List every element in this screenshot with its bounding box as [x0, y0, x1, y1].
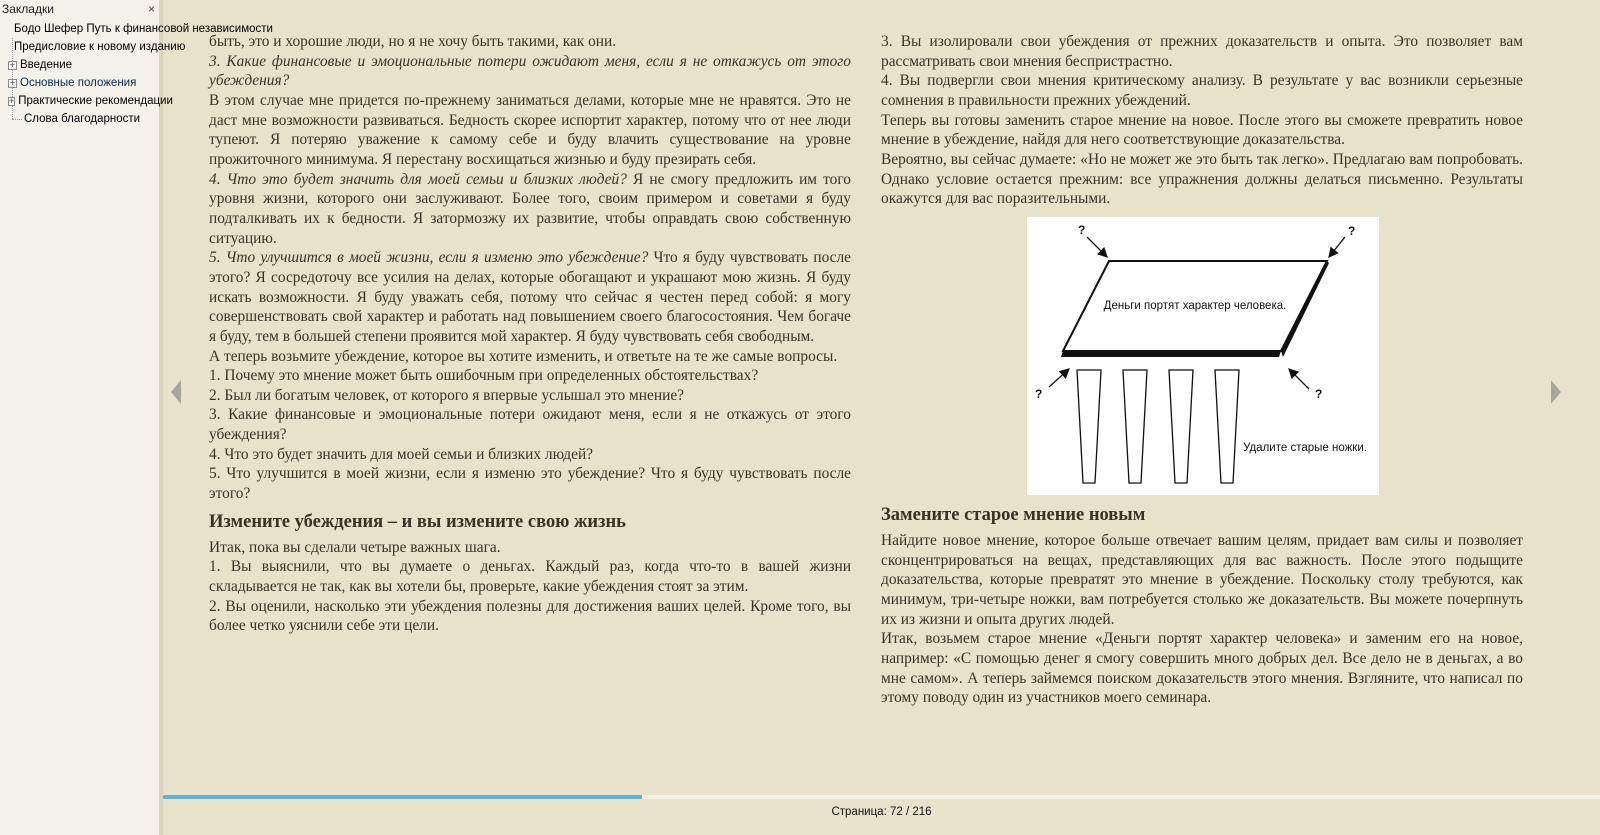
- page-indicator: Страница: 72 / 216: [831, 806, 932, 818]
- list-item: 3. Какие финансовые и эмоциональные потери ожидают меня, если я не откажусь от этого убеждения?: [209, 406, 851, 444]
- list-item: 4. Что это будет значить для моей семьи и близких людей?: [209, 445, 594, 463]
- bookmark-item[interactable]: [0, 56, 159, 74]
- list-item: 2. Был ли богатым человек, от которого я впервые услышал это мнение?: [209, 386, 684, 404]
- bookmarks-tree: [0, 20, 273, 128]
- progress-fill: [163, 795, 642, 799]
- bookmark-label: Бодо Шефер Путь к финансовой независимости: [14, 23, 273, 35]
- list-item: 3. Вы изолировали свои убеждения от прежних доказательств и опыта. Это позволяет вам рассматривать свои мнения беспристрастно.: [881, 33, 1523, 70]
- bookmarks-title: Закладки: [2, 2, 54, 16]
- arrow-bottom-right: [1289, 369, 1309, 389]
- arrow-top-right: [1329, 237, 1345, 257]
- prev-page-icon[interactable]: [171, 380, 181, 404]
- paragraph: Итак, пока вы сделали четыре важных шага.: [209, 538, 501, 556]
- expand-icon[interactable]: +: [9, 96, 15, 106]
- bookmark-item[interactable]: [0, 38, 186, 56]
- arrow-bottom-left: [1049, 369, 1069, 387]
- question-italic: 4. Что это будет значить для моей семьи и близких людей?: [209, 170, 627, 188]
- question-mark: ?: [1348, 223, 1356, 238]
- bookmark-item[interactable]: [0, 92, 173, 110]
- close-icon[interactable]: ×: [147, 2, 155, 16]
- paragraph: Теперь вы готовы заменить старое мнение на новое. После этого вы сможете превратить новое мнение в убеждение, найдя для него соответствующие доказательства.: [881, 111, 1523, 149]
- next-page-icon[interactable]: [1551, 380, 1561, 404]
- bookmark-item[interactable]: [0, 110, 159, 128]
- expand-icon[interactable]: +: [9, 60, 16, 70]
- legs-label: Удалите старые ножки.: [1243, 441, 1367, 454]
- paragraph: [209, 170, 851, 249]
- text-column-right: [881, 32, 1523, 708]
- table-drawing: [1027, 217, 1379, 495]
- question-mark: ?: [1315, 386, 1323, 401]
- expand-icon[interactable]: +: [9, 78, 16, 88]
- section-heading: Замените старое мнение новым: [881, 504, 1146, 525]
- bookmarks-panel: [0, 0, 273, 835]
- table-leg: [1123, 370, 1147, 483]
- bookmark-label: Слова благодарности: [24, 113, 141, 125]
- section-heading: Измените убеждения – и вы измените свою жизнь: [209, 511, 626, 532]
- paragraph: В этом случае мне придется по-прежнему заниматься делами, которые мне не нравятся. Это не даст мне возможности развиваться. Бедность скорее испортит характер, потому что от нее люди тупеют. Я потеряю уважение к самому себе и буду влачить существование на уровне прожиточного минимума. Я перестану восхищаться жизнью и буду презирать себя.: [209, 91, 851, 168]
- paragraph: Итак, возьмем старое мнение «Деньги портят характер человека» и заменим его на новое, например: «С помощью денег я смогу совершить много добрых дел. Все дело не в деньгах, а во мне самом». А теперь займемся поиском доказательств этого мнения. Взгляните, что написал по этому поводу один из участников моего семинара.: [881, 630, 1523, 707]
- paragraph: Вероятно, вы сейчас думаете: «Но не может же это быть так легко». Предлагаю вам попробовать. Однако условие остается прежним: все упражнения должны делаться письменно. Результаты окажутся для вас поразительными.: [881, 150, 1523, 208]
- bookmark-label: Основные положения: [20, 77, 137, 89]
- bookmark-item[interactable]: [0, 20, 273, 38]
- list-item: 4. Вы подвергли свои мнения критическому анализу. В результате у вас возникли серьезные сомнения в правильности прежних убеждений.: [881, 72, 1523, 109]
- list-item: 1. Вы выяснили, что вы думаете о деньгах. Каждый раз, когда что-то в вашей жизни складывается не так, как вы хотели бы, проверьте, какие убеждения стоят за этим.: [209, 558, 851, 596]
- paragraph: А теперь возьмите убеждение, которое вы хотите изменить, и ответьте на те же самые вопросы.: [209, 347, 838, 365]
- question-mark: ?: [1035, 386, 1043, 401]
- bookmark-item[interactable]: [0, 74, 159, 92]
- table-leg: [1215, 370, 1239, 483]
- table-label: Деньги портят характер человека.: [1103, 299, 1287, 312]
- question-mark: ?: [1078, 222, 1086, 237]
- reading-progress-bar[interactable]: [163, 795, 1600, 799]
- question-italic: 3. Какие финансовые и эмоциональные потери ожидают меня, если я не откажусь от этого убеждения?: [209, 52, 851, 90]
- answer-text: Что я буду чувствовать после этого? Я сосредоточу все усилия на делах, которые обогащают и украшают мою жизнь. Я буду искать возможности. Я буду уважать себя, потому что сейчас я честен перед собой: я могу совершенствовать свой характер и работать над повышением своего благосостояния. Чем богаче я буду, тем в большей степени проявится мой характер. Я буду чувствовать себя свободным.: [209, 249, 851, 345]
- table-illustration: [1027, 217, 1379, 495]
- paragraph: [209, 248, 851, 346]
- paragraph: быть, это и хорошие люди, но я не хочу быть такими, как они.: [209, 33, 617, 50]
- arrow-top-left: [1087, 237, 1107, 257]
- list-item: 2. Вы оценили, насколько эти убеждения полезны для достижения ваших целей. Кроме того, вы более четко уяснили себе эти цели.: [209, 597, 851, 635]
- text-column-left: [209, 32, 851, 636]
- list-item: 5. Что улучшится в моей жизни, если я изменю это убеждение? Что я буду чувствовать после этого?: [209, 465, 851, 503]
- table-edge: [1061, 351, 1281, 357]
- question-italic: 5. Что улучшится в моей жизни, если я изменю это убеждение?: [209, 249, 649, 267]
- list-item: 1. Почему это мнение может быть ошибочным при определенных обстоятельствах?: [209, 367, 759, 385]
- table-leg: [1077, 370, 1101, 483]
- reader-page: [163, 0, 1600, 835]
- table-leg: [1169, 370, 1193, 483]
- bookmarks-header: [0, 0, 159, 18]
- bookmark-label: Практические рекомендации: [18, 95, 173, 107]
- answer-text: Я не смогу предложить им того уровня жизни, которого они заслуживают. Более того, своим примером и советами я буду подталкивать их к бедности. Я затормозжу их развитие, чтобы оправдать свою собственную ситуацию.: [209, 170, 851, 247]
- paragraph: Найдите новое мнение, которое больше отвечает вашим целям, придает вам силы и позволяет сконцентрироваться на вещах, представляющих для вас важность. После этого подыщите доказательства, которые превратят это мнение в убеждение. Поскольку столу требуются, как минимум, три-четыре ножки, вам потребуется столько же доказательств. Вы можете почерпнуть их из жизни и опыта других людей.: [881, 531, 1523, 628]
- bookmark-label: Предисловие к новому изданию: [14, 41, 186, 53]
- bookmark-label: Введение: [20, 59, 73, 71]
